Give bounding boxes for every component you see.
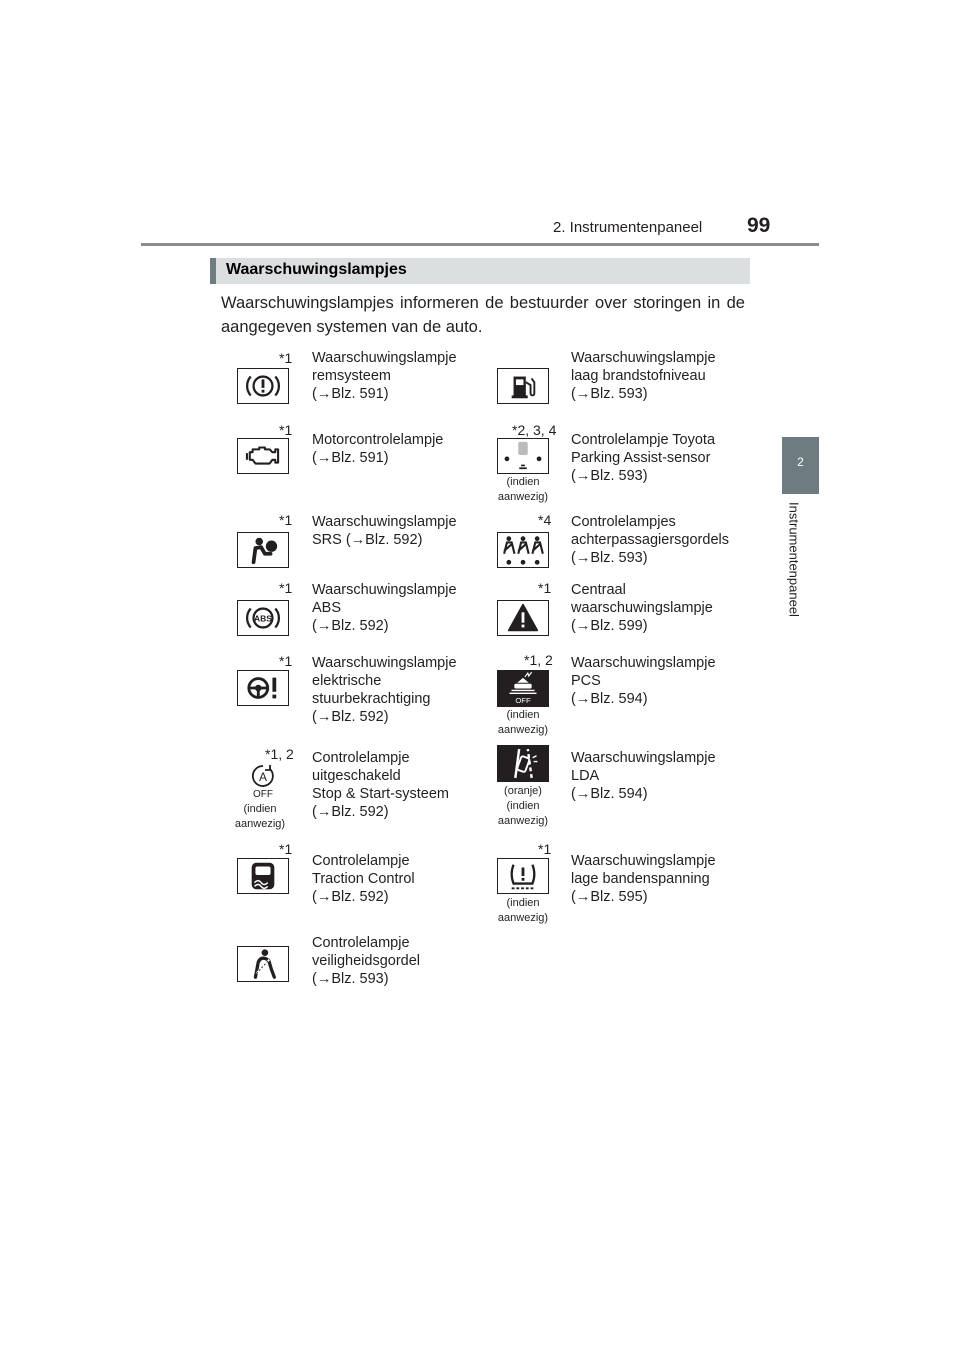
item-description: Centraal waarschuwingslampje (→Blz. 599) bbox=[571, 582, 713, 634]
availability-note: (indien aanwezig) bbox=[497, 897, 549, 924]
footnote-marker: *1 bbox=[279, 512, 293, 528]
page-number: 99 bbox=[747, 214, 771, 237]
item-description: Waarschuwingslampje lage bandenspanning (→Blz. 595) bbox=[571, 853, 716, 905]
availability-note: (indien aanwezig) bbox=[497, 709, 549, 736]
master-warning-icon bbox=[497, 600, 549, 636]
abs-label: ABS bbox=[254, 613, 272, 624]
item-description: Controlelampje Traction Control (→Blz. 592) bbox=[312, 853, 415, 905]
footnote-marker: *1, 2 bbox=[265, 746, 294, 762]
footnote-marker: *1 bbox=[538, 841, 552, 857]
power-steering-icon bbox=[237, 670, 289, 706]
footnote-marker: *1 bbox=[538, 580, 552, 596]
footnote-marker: *2, 3, 4 bbox=[512, 422, 557, 438]
color-availability-note: (oranje) (indien aanwezig) bbox=[497, 785, 549, 827]
intro-paragraph: Waarschuwingslampjes informeren de bestuurder over storingen in de aangegeven systemen van de auto. bbox=[221, 294, 745, 336]
footnote-marker: *4 bbox=[538, 512, 552, 528]
section-title-bar bbox=[210, 258, 750, 284]
stop-start-off-label: OFF bbox=[253, 789, 273, 799]
footnote-marker: *1 bbox=[279, 841, 293, 857]
item-description: Waarschuwingslampje ABS (→Blz. 592) bbox=[312, 582, 457, 634]
parking-sensor-icon bbox=[497, 438, 549, 474]
item-description: Waarschuwingslampje laag brandstofniveau (→Blz. 593) bbox=[571, 350, 716, 402]
item-description: Controlelampje uitgeschakeld Stop & Start-systeem (→Blz. 592) bbox=[312, 750, 449, 820]
section-accent bbox=[210, 258, 216, 284]
abs-icon bbox=[237, 600, 289, 636]
chapter-side-text: Instrumentenpaneel bbox=[786, 502, 802, 617]
brake-warning-icon bbox=[237, 368, 289, 404]
section-header: 2. Instrumentenpaneel bbox=[553, 219, 703, 236]
footnote-marker: *1 bbox=[279, 350, 293, 366]
lane-departure-icon bbox=[497, 745, 549, 782]
seatbelt-icon bbox=[237, 946, 289, 982]
chapter-tab bbox=[782, 437, 819, 494]
item-description: Waarschuwingslampje SRS (→Blz. 592) bbox=[312, 514, 457, 548]
section-title: Waarschuwingslampjes bbox=[226, 261, 407, 278]
item-description: Controlelampjes achterpassagiersgordels (→Blz. 593) bbox=[571, 514, 729, 566]
item-description: Waarschuwingslampje PCS (→Blz. 594) bbox=[571, 655, 716, 707]
footnote-marker: *1 bbox=[279, 580, 293, 596]
engine-icon bbox=[237, 438, 289, 474]
pcs-off-icon bbox=[497, 670, 549, 707]
pcs-off-label: OFF bbox=[515, 695, 531, 705]
item-description: Controlelampje Toyota Parking Assist-sensor (→Blz. 593) bbox=[571, 432, 716, 484]
tire-pressure-icon bbox=[497, 858, 549, 894]
item-description: Waarschuwingslampje elektrische stuurbekrachtiging (→Blz. 592) bbox=[312, 655, 457, 725]
traction-control-icon bbox=[237, 858, 289, 894]
airbag-icon bbox=[237, 532, 289, 568]
header-rule bbox=[141, 243, 819, 246]
availability-note: (indien aanwezig) bbox=[497, 476, 549, 503]
availability-note: (indien aanwezig) bbox=[234, 803, 286, 830]
footnote-marker: *1 bbox=[279, 653, 293, 669]
footnote-marker: *1 bbox=[279, 422, 293, 438]
chapter-number: 2 bbox=[797, 455, 804, 469]
item-description: Waarschuwingslampje remsysteem (→Blz. 591) bbox=[312, 350, 457, 402]
item-description: Controlelampje veiligheidsgordel (→Blz. 593) bbox=[312, 935, 421, 987]
item-description: Waarschuwingslampje LDA (→Blz. 594) bbox=[571, 750, 716, 802]
item-description: Motorcontrolelampje (→Blz. 591) bbox=[312, 432, 444, 466]
footnote-marker: *1, 2 bbox=[524, 652, 553, 668]
fuel-pump-icon bbox=[497, 368, 549, 404]
svg-text:A: A bbox=[258, 770, 268, 784]
rear-seatbelts-icon bbox=[497, 532, 549, 568]
stop-start-off-icon bbox=[237, 763, 289, 799]
